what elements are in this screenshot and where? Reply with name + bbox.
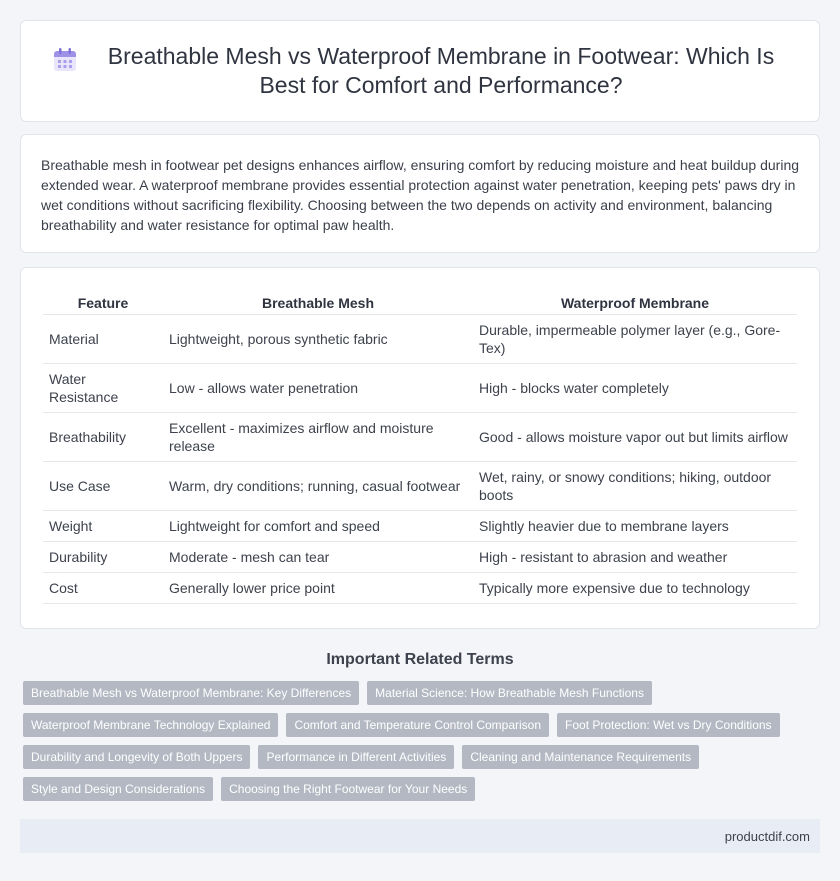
feature-cell: Cost — [43, 573, 163, 604]
mesh-cell: Low - allows water penetration — [163, 364, 473, 413]
table-row — [43, 364, 797, 413]
header-card — [20, 20, 820, 122]
header-breathable-mesh: Breathable Mesh — [163, 290, 473, 315]
intro-card — [20, 134, 820, 253]
table-header-row — [43, 290, 797, 315]
membrane-cell: Wet, rainy, or snowy conditions; hiking, outdoor boots — [473, 462, 797, 511]
membrane-cell: High - resistant to abrasion and weather — [473, 542, 797, 573]
table-row — [43, 413, 797, 462]
feature-cell: Water Resistance — [43, 364, 163, 413]
page-title: Breathable Mesh vs Waterproof Membrane in Footwear: Which Is Best for Comfort and Performance? — [107, 43, 775, 98]
related-tags — [20, 681, 820, 801]
feature-cell: Use Case — [43, 462, 163, 511]
related-terms-title: Important Related Terms — [326, 651, 514, 668]
comparison-table — [43, 290, 797, 604]
table-row — [43, 315, 797, 364]
feature-cell: Material — [43, 315, 163, 364]
table-row — [43, 462, 797, 511]
mesh-cell: Lightweight, porous synthetic fabric — [163, 315, 473, 364]
membrane-cell: Slightly heavier due to membrane layers — [473, 511, 797, 542]
membrane-cell: Typically more expensive due to technology — [473, 573, 797, 604]
calendar-icon — [51, 46, 79, 74]
tag-material-science[interactable]: Material Science: How Breathable Mesh Functions — [367, 681, 652, 705]
tag-style-design[interactable]: Style and Design Considerations — [23, 777, 213, 801]
feature-cell: Weight — [43, 511, 163, 542]
table-row — [43, 573, 797, 604]
tag-comfort-temperature[interactable]: Comfort and Temperature Control Comparison — [286, 713, 549, 737]
table-row — [43, 511, 797, 542]
footer-site-name: productdif.com — [724, 828, 810, 844]
header-inner — [51, 42, 789, 100]
membrane-cell: High - blocks water completely — [473, 364, 797, 413]
comparison-table-card — [20, 267, 820, 629]
tag-membrane-technology[interactable]: Waterproof Membrane Technology Explained — [23, 713, 278, 737]
membrane-cell: Good - allows moisture vapor out but limits airflow — [473, 413, 797, 462]
feature-cell: Durability — [43, 542, 163, 573]
tag-cleaning[interactable]: Cleaning and Maintenance Requirements — [462, 745, 699, 769]
table-row — [43, 542, 797, 573]
tag-choosing-footwear[interactable]: Choosing the Right Footwear for Your Needs — [221, 777, 475, 801]
mesh-cell: Excellent - maximizes airflow and moisture release — [163, 413, 473, 462]
header-feature: Feature — [43, 290, 163, 315]
tag-performance[interactable]: Performance in Different Activities — [258, 745, 454, 769]
footer — [20, 819, 820, 853]
membrane-cell: Durable, impermeable polymer layer (e.g., Gore-Tex) — [473, 315, 797, 364]
mesh-cell: Generally lower price point — [163, 573, 473, 604]
feature-cell: Breathability — [43, 413, 163, 462]
tag-foot-protection[interactable]: Foot Protection: Wet vs Dry Conditions — [557, 713, 780, 737]
tag-durability[interactable]: Durability and Longevity of Both Uppers — [23, 745, 250, 769]
mesh-cell: Lightweight for comfort and speed — [163, 511, 473, 542]
intro-paragraph: Breathable mesh in footwear pet designs enhances airflow, ensuring comfort by reducing moisture and heat buildup during extended wear. A waterproof membrane provides essential protection against water penetration, keeping pets' paws dry in wet conditions without sacrificing flexibility. Choosing between the two depends on activity and environment, balancing breathability and water resistance for optimal paw health. — [41, 157, 800, 233]
header-waterproof-membrane: Waterproof Membrane — [473, 290, 797, 315]
mesh-cell: Warm, dry conditions; running, casual footwear — [163, 462, 473, 511]
tag-key-differences[interactable]: Breathable Mesh vs Waterproof Membrane: Key Differences — [23, 681, 359, 705]
mesh-cell: Moderate - mesh can tear — [163, 542, 473, 573]
